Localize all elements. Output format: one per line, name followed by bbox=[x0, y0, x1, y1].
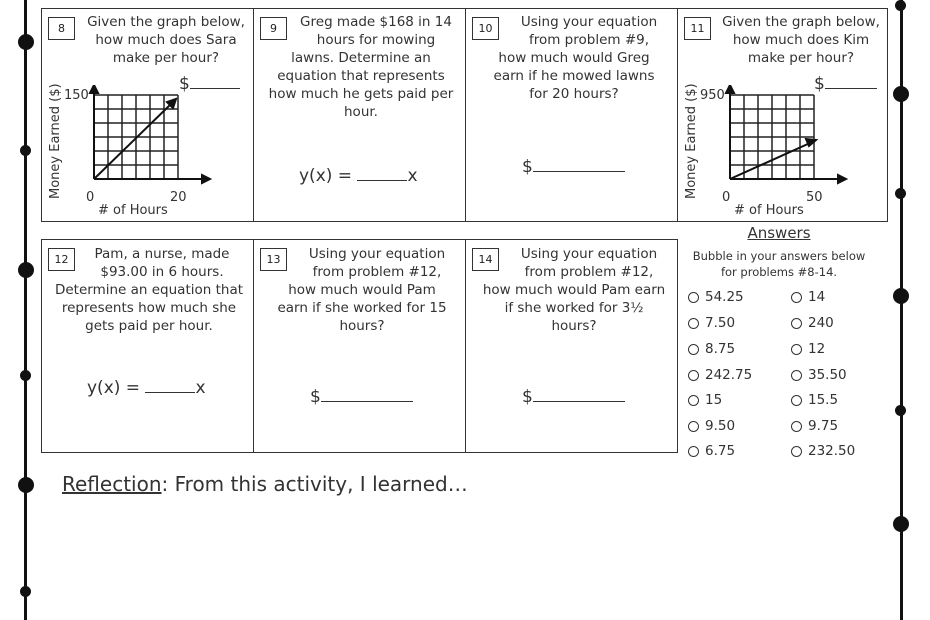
answer-option[interactable]: 7.50 bbox=[688, 315, 735, 331]
answer-option[interactable]: 232.50 bbox=[791, 443, 855, 459]
bubble-icon bbox=[791, 292, 802, 303]
binder-dot bbox=[18, 34, 34, 50]
reflection-heading: Reflection bbox=[62, 472, 162, 496]
problem-number: 13 bbox=[260, 248, 287, 271]
bubble-icon bbox=[688, 395, 699, 406]
bubble-icon bbox=[791, 318, 802, 329]
bubble-icon bbox=[688, 292, 699, 303]
bubble-icon bbox=[791, 421, 802, 432]
problem-9-cell bbox=[253, 8, 466, 222]
binder-dot bbox=[895, 0, 906, 11]
answer-option[interactable]: 15.5 bbox=[791, 392, 838, 408]
equation-blank[interactable]: y(x) = x bbox=[299, 166, 418, 186]
answer-option[interactable]: 242.75 bbox=[688, 367, 752, 383]
question-text: Using your equation from problem #9, how much would Greg earn if he mowed lawns for 20 hours? bbox=[493, 14, 658, 102]
binder-dot bbox=[18, 262, 34, 278]
bubble-icon bbox=[791, 395, 802, 406]
problem-14-cell bbox=[465, 239, 678, 453]
reflection-text: : From this activity, I learned… bbox=[161, 472, 468, 496]
answer-blank[interactable]: $ bbox=[522, 155, 625, 177]
problem-number: 9 bbox=[260, 17, 287, 40]
y-max-label: 950 bbox=[700, 88, 725, 103]
x-min-label: 0 bbox=[722, 190, 731, 205]
answer-blank[interactable]: $ bbox=[522, 385, 625, 407]
answers-instructions: Bubble in your answers below for problems #8-14. bbox=[692, 249, 866, 279]
answer-option[interactable]: 9.75 bbox=[791, 418, 838, 434]
bubble-icon bbox=[688, 318, 699, 329]
problem-10-cell bbox=[465, 8, 678, 222]
answer-blank[interactable]: $ bbox=[310, 385, 413, 407]
answer-option[interactable]: 12 bbox=[791, 341, 825, 357]
x-min-label: 0 bbox=[86, 190, 95, 205]
bubble-icon bbox=[688, 344, 699, 355]
bubble-icon bbox=[791, 446, 802, 457]
binder-dot bbox=[18, 477, 34, 493]
graph-11 bbox=[722, 85, 852, 191]
binder-dot bbox=[20, 586, 31, 597]
problem-number: 12 bbox=[48, 248, 75, 271]
question-text: Given the graph below, how much does Kim make per hour? bbox=[722, 14, 880, 66]
equation-blank[interactable]: y(x) = x bbox=[87, 378, 206, 398]
answer-option[interactable]: 54.25 bbox=[688, 289, 744, 305]
answer-option[interactable]: 6.75 bbox=[688, 443, 735, 459]
binder-dot bbox=[20, 370, 31, 381]
binder-dot bbox=[893, 86, 909, 102]
problem-number: 8 bbox=[48, 17, 75, 40]
y-axis-label: Money Earned ($) bbox=[48, 83, 63, 199]
question-text: Using your equation from problem #12, how much would Pam earn if she worked for 15 hours? bbox=[277, 246, 447, 334]
problem-13-cell bbox=[253, 239, 466, 453]
answer-option[interactable]: 9.50 bbox=[688, 418, 735, 434]
bubble-icon bbox=[688, 421, 699, 432]
bubble-icon bbox=[688, 370, 699, 381]
reflection-prompt bbox=[62, 472, 468, 496]
x-axis-label: # of Hours bbox=[98, 203, 168, 218]
answer-option[interactable]: 14 bbox=[791, 289, 825, 305]
left-margin-line bbox=[24, 0, 27, 620]
binder-dot bbox=[20, 145, 31, 156]
bubble-icon bbox=[791, 370, 802, 381]
bubble-icon bbox=[688, 446, 699, 457]
question-text: Given the graph below, how much does Sara make per hour? bbox=[87, 14, 245, 66]
answer-blank[interactable]: $ bbox=[179, 72, 240, 94]
answer-option[interactable]: 240 bbox=[791, 315, 834, 331]
answer-blank[interactable]: $ bbox=[814, 72, 877, 94]
answer-option[interactable]: 35.50 bbox=[791, 367, 847, 383]
question-text: Using your equation from problem #12, how much would Pam earn if she worked for 3½ hours? bbox=[482, 246, 666, 334]
x-max-label: 50 bbox=[806, 190, 823, 205]
problem-number: 11 bbox=[684, 17, 711, 40]
problem-number: 10 bbox=[472, 17, 499, 40]
problem-12-cell bbox=[41, 239, 254, 453]
y-axis-label: Money Earned ($) bbox=[684, 83, 699, 199]
problem-11-cell bbox=[677, 8, 888, 222]
bubble-icon bbox=[791, 344, 802, 355]
x-max-label: 20 bbox=[170, 190, 187, 205]
y-max-label: 150 bbox=[64, 88, 89, 103]
problem-8-cell bbox=[41, 8, 254, 222]
answer-option[interactable]: 15 bbox=[688, 392, 722, 408]
answer-option[interactable]: 8.75 bbox=[688, 341, 735, 357]
binder-dot bbox=[895, 405, 906, 416]
answers-title: Answers bbox=[747, 224, 811, 242]
problem-number: 14 bbox=[472, 248, 499, 271]
graph-8 bbox=[86, 85, 216, 191]
x-axis-label: # of Hours bbox=[734, 203, 804, 218]
binder-dot bbox=[895, 188, 906, 199]
question-text: Pam, a nurse, made $93.00 in 6 hours. Determine an equation that represents how much she gets paid per hour. bbox=[54, 246, 244, 334]
binder-dot bbox=[893, 516, 909, 532]
binder-dot bbox=[893, 288, 909, 304]
question-text: Greg made $168 in 14 hours for mowing lawns. Determine an equation that represents how much he gets paid per hour. bbox=[268, 14, 454, 120]
